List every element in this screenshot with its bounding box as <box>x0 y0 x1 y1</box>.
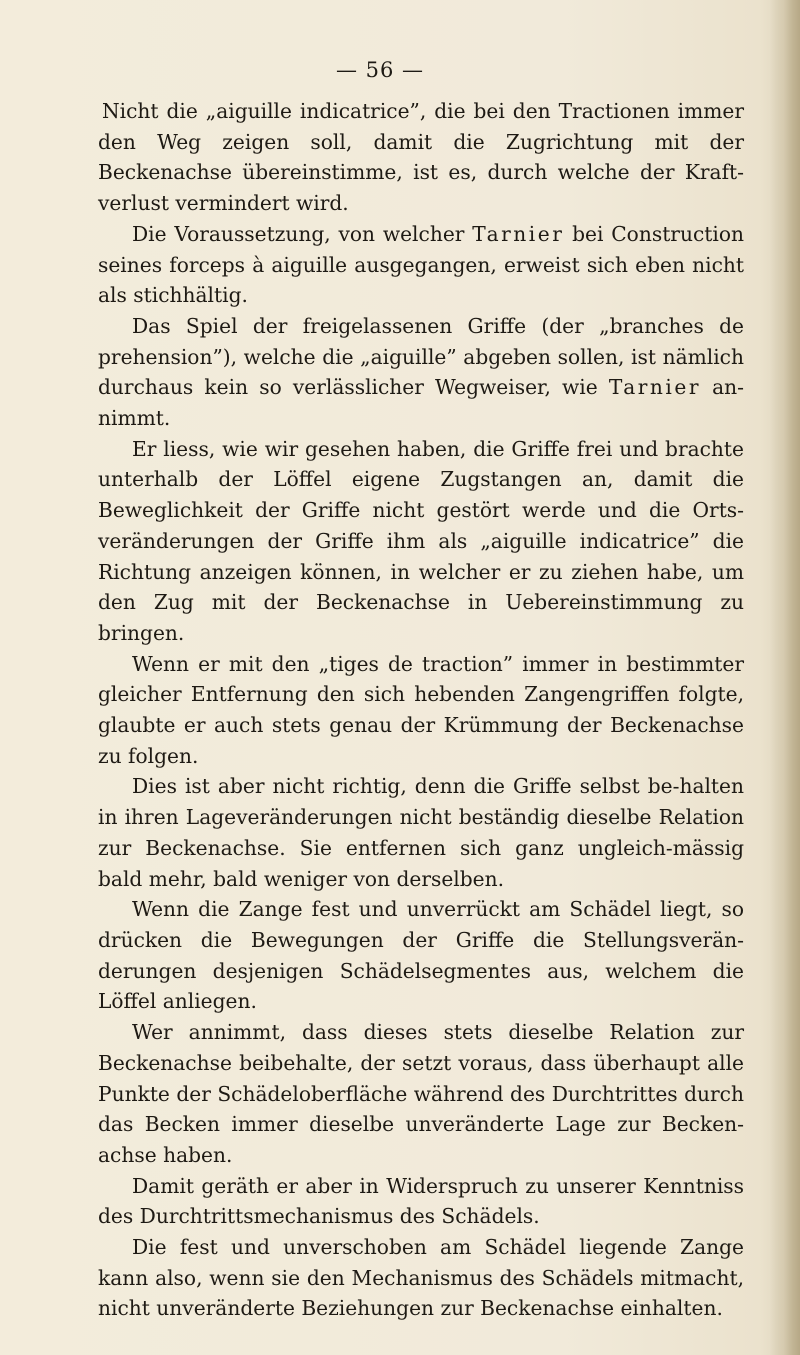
body-text <box>98 96 744 1324</box>
paragraph-7: Wenn die Zange fest und unverrückt am Schädel liegt, so drücken die Bewegungen der Griffe die Stellungsverän-derungen desjenigen Schädelsegmentes aus, welchem die Löffel anliegen. <box>98 897 744 1014</box>
paragraph-8: Wer annimmt, dass dieses stets dieselbe Relation zur Beckenachse beibehalte, der setzt voraus, dass überhaupt alle Punkte der Schädeloberfläche während des Durchtrittes durch das Becken immer dieselbe unveränderte Lage zur Becken-achse haben. <box>98 1020 744 1167</box>
paragraph-10: Die fest und unverschoben am Schädel liegende Zange kann also, wenn sie den Mechanismus des Schädels mitmacht, nicht unveränderte Beziehungen zur Beckenachse einhalten. <box>98 1235 744 1321</box>
paragraph-5: Wenn er mit den „tiges de traction” immer in bestimmter gleicher Entfernung den sich hebenden Zangengriffen folgte, glaubte er auch stets genau der Krümmung der Beckenachse zu folgen. <box>98 651 744 768</box>
paragraph-6: Dies ist aber nicht richtig, denn die Griffe selbst be-halten in ihren Lageveränderungen nicht beständig dieselbe Relation zur Beckenachse. Sie entfernen sich ganz ungleich-mässig bald mehr, bald weniger von derselben. <box>98 774 744 891</box>
paragraph-9: Damit geräth er aber in Widerspruch zu unserer Kenntniss des Durchtrittsmechanismus des Schädels. <box>98 1173 744 1229</box>
author-name-tarnier: Tarnier <box>472 221 565 246</box>
author-name-tarnier: Tarnier <box>608 375 701 400</box>
paragraph-4: Er liess, wie wir gesehen haben, die Griffe frei und brachte unterhalb der Löffel eigene Zugstangen an, damit die Beweglichkeit der Griffe nicht gestört werde und die Orts-veränderungen der Griffe ihm als „aiguille indicatrice” die Richtung anzeigen können, in welcher er zu ziehen habe, um den Zug mit der Beckenachse in Uebereinstimmung zu bringen. <box>98 436 744 645</box>
paragraph-2-text-after: bei Construction seines forceps à aiguille ausgegangen, erweist sich eben nicht als stichhältig. <box>98 221 744 308</box>
paragraph-3 <box>98 311 744 434</box>
paragraph-2 <box>98 219 744 311</box>
page-edge-shadow <box>770 0 800 1355</box>
paragraph-2-text-before: Die Voraussetzung, von welcher <box>132 221 473 246</box>
paragraph-1: Nicht die „aiguille indicatrice”, die bei den Tractionen immer den Weg zeigen soll, damit die Zugrichtung mit der Beckenachse übereinstimme, ist es, durch welche der Kraft-verlust vermindert wird. <box>98 99 744 216</box>
paragraph-3-text-after: an-nimmt. <box>98 375 744 431</box>
paragraph-3-text-before: Das Spiel der freigelassenen Griffe (der „branches de prehension”), welche die „aiguille” abgeben sollen, ist nämlich durchaus kein so verlässlicher Wegweiser, wie <box>98 313 744 400</box>
page-number: — 56 — <box>335 58 425 82</box>
